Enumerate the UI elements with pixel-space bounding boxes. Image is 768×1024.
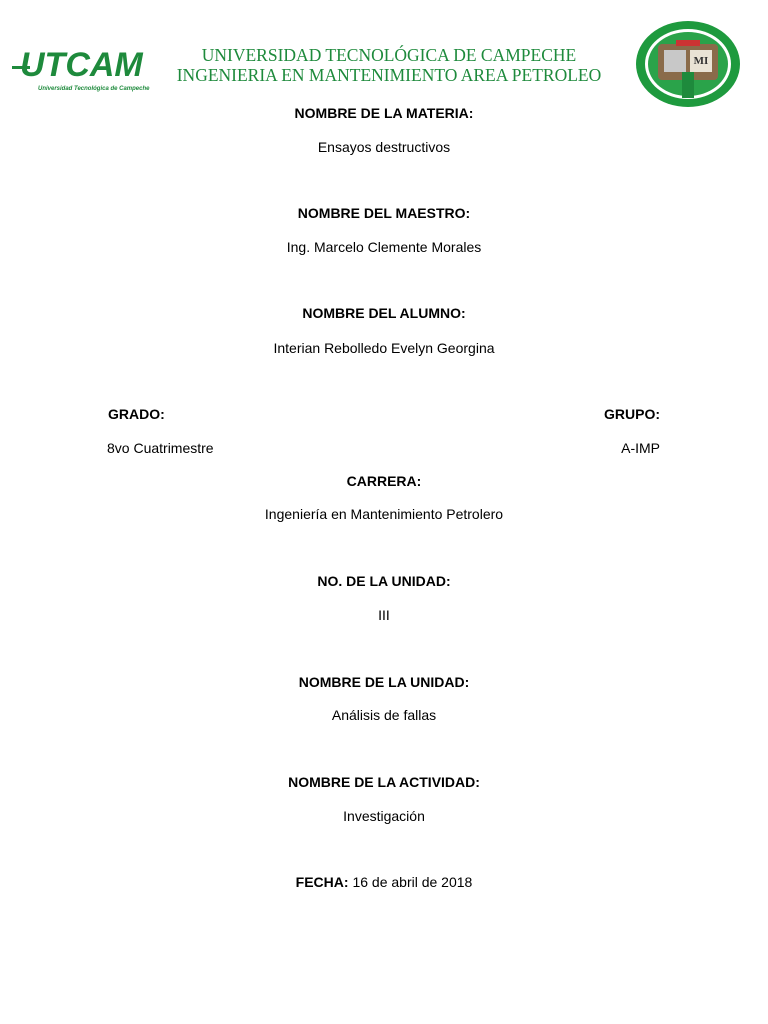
fecha-value: 16 de abril de 2018 [352, 874, 473, 890]
carrera-label: CARRERA: [346, 473, 422, 489]
maestro-label: NOMBRE DEL MAESTRO: [297, 205, 471, 221]
program-seal [634, 20, 742, 108]
university-name: UNIVERSIDAD TECNOLÓGICA DE CAMPECHE [201, 45, 577, 65]
fecha-line [0, 873, 768, 891]
grado-value: 8vo Cuatrimestre [107, 440, 214, 456]
alumno-label: NOMBRE DEL ALUMNO: [302, 305, 466, 321]
carrera-value: Ingeniería en Mantenimiento Petrolero [264, 506, 504, 522]
svg-text:UTCAM: UTCAM [20, 46, 143, 84]
unidad-nombre-label: NOMBRE DE LA UNIDAD: [298, 674, 470, 690]
grado-label: GRADO: [108, 406, 165, 422]
unidad-nombre-value: Análisis de fallas [331, 707, 437, 723]
alumno-value: Interian Rebolledo Evelyn Georgina [273, 340, 495, 356]
materia-value: Ensayos destructivos [317, 139, 451, 155]
utcam-logo [10, 36, 156, 94]
unidad-no-value: III [378, 607, 390, 623]
svg-text:Universidad Tecnológica de Cam: Universidad Tecnológica de Campeche [38, 86, 150, 92]
unidad-no-label: NO. DE LA UNIDAD: [317, 573, 451, 589]
grupo-label: GRUPO: [604, 406, 660, 422]
actividad-value: Investigación [343, 808, 425, 824]
materia-label: NOMBRE DE LA MATERIA: [294, 105, 474, 121]
maestro-value: Ing. Marcelo Clemente Morales [286, 239, 482, 255]
program-name: INGENIERIA EN MANTENIMIENTO AREA PETROLEO [176, 65, 602, 85]
actividad-label: NOMBRE DE LA ACTIVIDAD: [288, 774, 480, 790]
fecha-label: FECHA: [295, 874, 349, 890]
grupo-value: A-IMP [621, 440, 660, 456]
svg-text:MI: MI [693, 55, 709, 67]
